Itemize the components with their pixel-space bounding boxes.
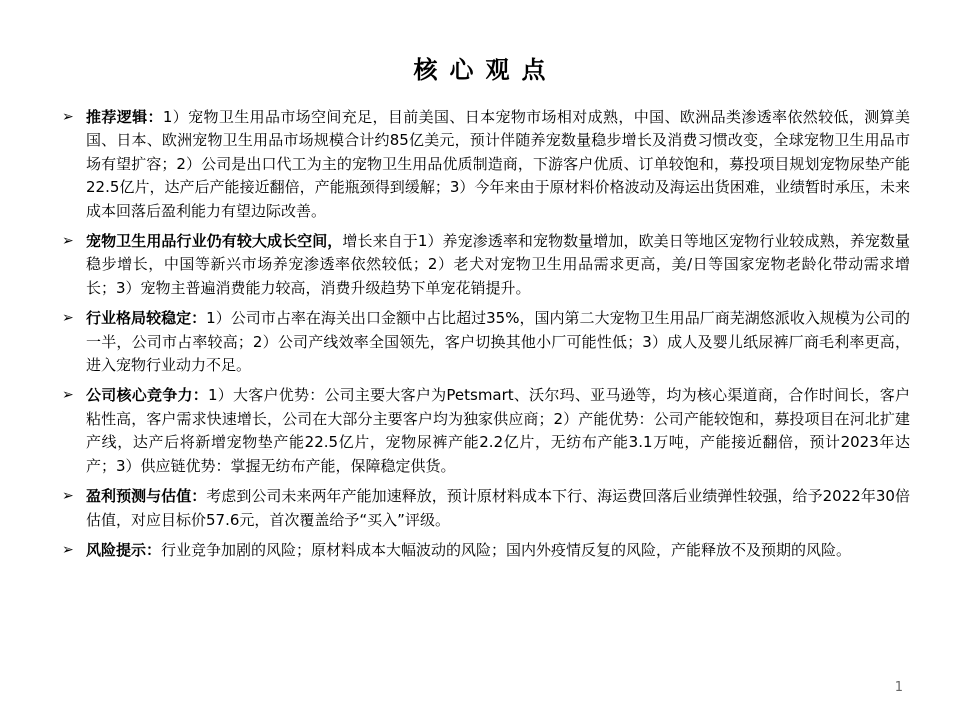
bullet-heading: 盈利预测与估值： [86, 487, 207, 506]
bullet-recommendation-logic [62, 106, 910, 223]
page-title: 核心观点 [413, 56, 558, 84]
bullet-text: 1）大客户优势：公司主要大客户为Petsmart、沃尔玛、亚马逊等，均为核心渠道商，合作时间长，客户粘性高，客户需求快速增长，公司在大部分主要客户均为独家供应商；2）产能优势：公司产能较饱和，募投项目在河北扩建产线，达产后将新增宠物垫产能22.5亿片，宠物尿裤产能2.2亿片，无纺布产能3.1万吨，产能接近翻倍，预计2023年达产；3）供应链优势：掌握无纺布产能，保障稳定供货。 [86, 386, 910, 475]
bullet-text: 考虑到公司未来两年产能加速释放，预计原材料成本下行、海运费回落后业绩弹性较强，给予2022年30倍估值，对应目标价57.6元，首次覆盖给予“买入”评级。 [86, 487, 910, 529]
arrow-bullet-icon: ➢ [62, 109, 74, 125]
arrow-bullet-icon: ➢ [62, 310, 74, 327]
arrow-bullet-icon: ➢ [62, 387, 74, 404]
key-points-list [62, 106, 910, 569]
bullet-text: 增长来自于1）养宠渗透率和宠物数量增加，欧美日等地区宠物行业较成熟，养宠数量稳步增长，中国等新兴市场养宠渗透率依然较低；2）老犬对宠物卫生用品需求更高，美/日等国家宠物老龄化带动需求增长；3）宠物主普遍消费能力较高，消费升级趋势下单宠花销提升。 [86, 232, 910, 297]
arrow-bullet-icon: ➢ [62, 488, 74, 505]
bullet-heading: 宠物卫生用品行业仍有较大成长空间， [86, 232, 343, 251]
bullet-text: 1）宠物卫生用品市场空间充足，目前美国、日本宠物市场相对成熟，中国、欧洲品类渗透率依然较低，测算美国、日本、欧洲宠物卫生用品市场规模合计约85亿美元，预计伴随养宠数量稳步增长及消费习惯改变，全球宠物卫生用品市场有望扩容；2）公司是出口代工为主的宠物卫生用品优质制造商，下游客户优质、订单较饱和，募投项目规划宠物尿垫产能22.5亿片，达产后产能接近翻倍，产能瓶颈得到缓解；3）今年来由于原材料价格波动及海运出货困难，业绩暂时承压，未来成本回落后盈利能力有望边际改善。 [86, 108, 910, 220]
bullet-heading: 公司核心竞争力： [86, 386, 208, 405]
bullet-forecast-valuation [62, 485, 910, 532]
arrow-bullet-icon: ➢ [62, 233, 74, 250]
bullet-heading: 行业格局较稳定： [86, 309, 207, 328]
bullet-heading: 推荐逻辑： [86, 108, 163, 126]
page-number: 1 [894, 680, 903, 695]
bullet-industry-structure [62, 307, 910, 377]
arrow-bullet-icon: ➢ [62, 541, 74, 558]
bullet-core-competitiveness [62, 384, 910, 478]
bullet-industry-growth [62, 230, 910, 300]
bullet-heading: 风险提示： [86, 540, 162, 559]
bullet-text: 1）公司市占率在海关出口金额中占比超过35%，国内第二大宠物卫生用品厂商芜湖悠派收入规模为公司的一半，公司市占率较高；2）公司产线效率全国领先，客户切换其他小厂可能性低；3）成人及婴儿纸尿裤厂商毛利率更高，进入宠物行业动力不足。 [86, 309, 910, 375]
bullet-risk-warning [62, 539, 910, 562]
bullet-text: 行业竞争加剧的风险；原材料成本大幅波动的风险；国内外疫情反复的风险，产能释放不及预期的风险。 [161, 540, 852, 559]
